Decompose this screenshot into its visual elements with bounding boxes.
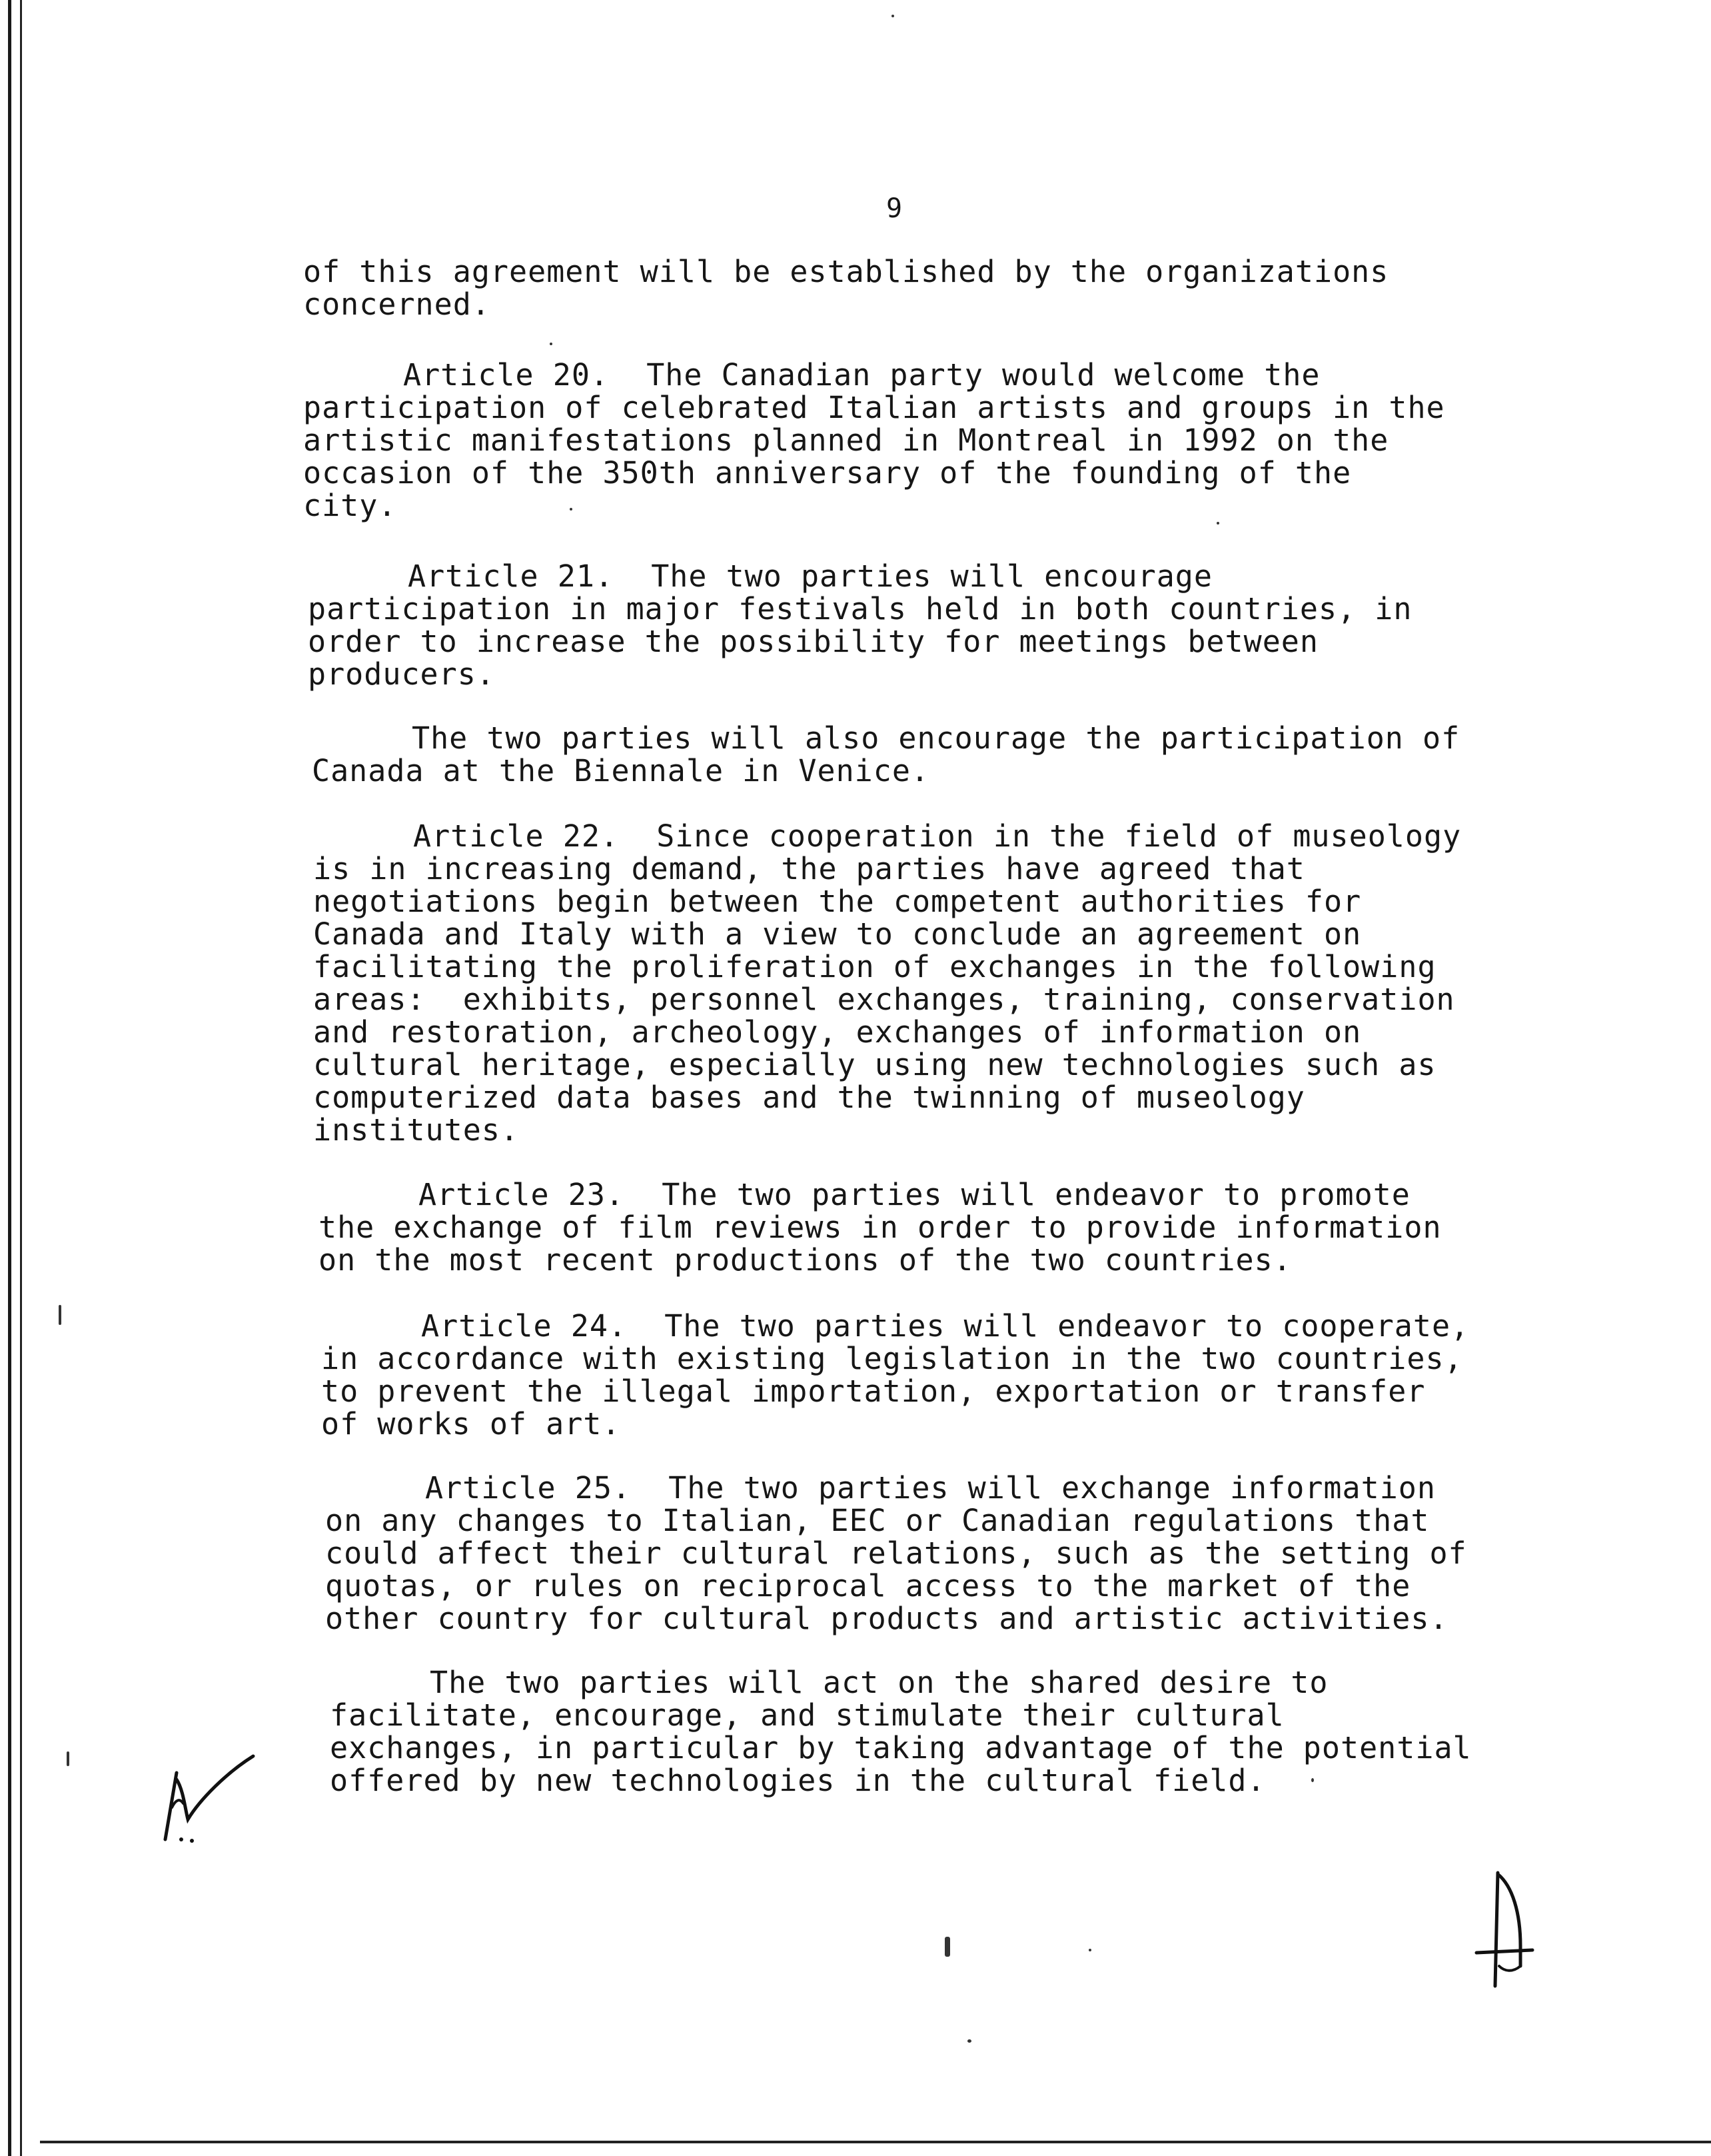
article-21 (308, 560, 1412, 690)
text-line: exchanges, in particular by taking advantage of the potential (330, 1730, 1472, 1765)
text-line: institutes. (313, 1112, 520, 1148)
scan-speck (1217, 522, 1219, 525)
scan-speck (967, 2039, 971, 2043)
scan-speck (1311, 1778, 1314, 1782)
initials-drawing (147, 1746, 267, 1846)
paragraph-continuation (303, 255, 1389, 321)
scan-speck (570, 508, 572, 511)
text-line: facilitate, encourage, and stimulate their cultural (330, 1697, 1285, 1733)
text-line: concerned. (303, 287, 490, 322)
text-line: producers. (308, 656, 495, 692)
text-line: on any changes to Italian, EEC or Canadian regulations that (325, 1503, 1430, 1538)
scan-speck (945, 1937, 950, 1957)
text-line: city. (303, 488, 397, 523)
text-line: other country for cultural products and artistic activities. (325, 1601, 1448, 1636)
text-line: of this agreement will be established by the organizations (303, 254, 1389, 289)
text-line: Canada and Italy with a view to conclude an agreement on (313, 916, 1362, 952)
text-line: Article 21. The two parties will encourage (408, 558, 1213, 594)
text-line: order to increase the possibility for meetings between (308, 624, 1319, 659)
text-line: participation of celebrated Italian artists and groups in the (303, 390, 1445, 425)
text-line: occasion of the 350th anniversary of the founding of the (303, 455, 1352, 491)
scan-speck (1089, 1949, 1091, 1951)
text-line: negotiations begin between the competent authorities for (313, 884, 1362, 919)
text-line: cultural heritage, especially using new technologies such as (313, 1047, 1436, 1082)
text-line: offered by new technologies in the cultural field. (330, 1763, 1266, 1798)
text-line: areas: exhibits, personnel exchanges, training, conservation (313, 982, 1455, 1017)
text-line: The two parties will act on the shared desire to (430, 1665, 1329, 1700)
text-line: in accordance with existing legislation in the two countries, (321, 1341, 1463, 1376)
handwritten-signature (1472, 1866, 1552, 2002)
text-line: participation in major festivals held in both countries, in (308, 591, 1413, 626)
scan-speck (550, 343, 552, 345)
text-line: artistic manifestations planned in Montreal in 1992 on the (303, 423, 1389, 458)
text-line: Article 20. The Canadian party would welcome the (403, 357, 1321, 393)
text-line: the exchange of film reviews in order to provide information (318, 1210, 1442, 1245)
text-line: is in increasing demand, the parties have agreed that (313, 851, 1305, 886)
text-line: and restoration, archeology, exchanges of information on (313, 1014, 1362, 1050)
bottom-edge (40, 2141, 1711, 2143)
text-line: facilitating the proliferation of exchanges in the following (313, 949, 1436, 984)
signature-drawing (1472, 1866, 1552, 1999)
binding-edge-inner (20, 0, 22, 2156)
binding-edge (8, 0, 11, 2156)
scan-speck (891, 15, 894, 17)
text-line: on the most recent productions of the two countries. (318, 1242, 1292, 1278)
closing-paragraph (330, 1666, 1472, 1797)
text-line: Article 23. The two parties will endeavor to promote (418, 1177, 1411, 1212)
text-line: computerized data bases and the twinning of museology (313, 1080, 1305, 1115)
text-line: to prevent the illegal importation, exportation or transfer (321, 1374, 1426, 1409)
paragraph-biennale (312, 722, 1460, 787)
text-line: The two parties will also encourage the participation of (412, 720, 1460, 756)
article-25 (325, 1472, 1467, 1635)
text-line: Canada at the Biennale in Venice. (312, 753, 930, 788)
page-number: 9 (886, 193, 903, 224)
text-line: Article 24. The two parties will endeavor to cooperate, (421, 1308, 1470, 1344)
article-22 (313, 820, 1461, 1146)
article-24 (321, 1310, 1469, 1440)
handwritten-initials (147, 1746, 267, 1849)
scan-speck (59, 1305, 61, 1325)
text-line: Article 22. Since cooperation in the field of museology (413, 818, 1462, 854)
article-23 (318, 1178, 1442, 1276)
scan-speck (67, 1751, 69, 1766)
text-line: could affect their cultural relations, such as the setting of (325, 1536, 1467, 1571)
text-line: quotas, or rules on reciprocal access to the market of the (325, 1568, 1411, 1604)
text-line: Article 25. The two parties will exchange information (425, 1470, 1436, 1506)
article-20 (303, 359, 1445, 522)
text-line: of works of art. (321, 1406, 621, 1442)
